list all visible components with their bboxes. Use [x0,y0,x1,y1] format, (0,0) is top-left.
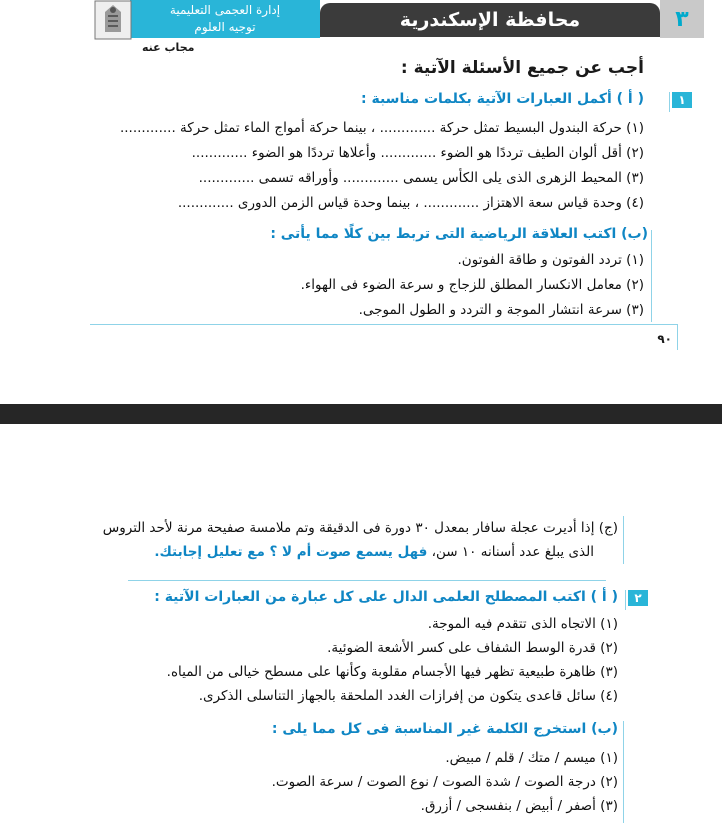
q2a-item-4: (٤) سائل قاعدى يتكون من إفرازات الغدد الملحقة بالجهاز التناسلى الذكرى. [198,688,618,704]
main-title: أجب عن جميع الأسئلة الآتية : [400,58,644,78]
q1a-item-2: (٢) أقل ألوان الطيف ترددًا هو الضوء ............. وأعلاها ترددًا هو الضوء ............. [191,145,644,161]
part-b-side-bar [651,230,652,322]
page-separator [0,404,722,424]
exam-page-bottom [0,424,722,823]
section-divider [128,580,606,581]
badge-divider [669,92,670,112]
q2b-item-2: (٢) درجة الصوت / شدة الصوت / نوع الصوت / سرعة الصوت. [271,774,618,790]
q2-part-b-title: (ب) استخرج الكلمة غير المناسبة فى كل مما يلى : [271,721,618,737]
page-number-bar [677,324,678,350]
page-footer-rule [90,324,678,325]
q2-part-a-title: ( أ ) اكتب المصطلح العلمى الدال على كل عبارة من العبارات الآتية : [154,589,618,605]
page-header [0,0,722,54]
q1c-line-1: (ج) إذا أديرت عجلة سافار بمعدل ٣٠ دورة فى الدقيقة وتم ملامسة صفيحة مرنة لأحد التروس [102,520,618,536]
q1c-line-2-plain: الذى يبلغ عدد أسنانه ١٠ سن، [427,544,594,560]
q1a-item-3: (٣) المحيط الزهرى الذى يلى الكأس يسمى ............. وأوراقه تسمى ............. [198,170,644,186]
q2b-item-3: (٣) أصفر / أبيض / بنفسجى / أزرق. [420,798,618,814]
q1a-item-4: (٤) وحدة قياس سعة الاهتزاز ............. ، بينما وحدة قياس الزمن الدورى ............. [177,195,644,211]
q1-part-a-title: ( أ ) أكمل العبارات الآتية بكلمات مناسبة : [361,91,644,107]
q1b-item-1: (١) تردد الفوتون و طاقة الفوتون. [457,252,644,268]
q1b-item-3: (٣) سرعة انتشار الموجة و التردد و الطول الموجى. [358,302,644,318]
q2a-item-1: (١) الاتجاه الذى تتقدم فيه الموجة. [427,616,618,632]
q2a-item-3: (٣) ظاهرة طبيعية تظهر فيها الأجسام مقلوبة وكأنها على مسطح خيالى من المياه. [166,664,618,680]
answered-label: مجاب عنه [142,41,195,54]
q1b-item-2: (٢) معامل الانكسار المطلق للزجاج و سرعة الضوء فى الهواء. [300,277,644,293]
part-c-side-bar [623,516,624,564]
question-badge-1: ١ [672,92,692,108]
q1c-line-2-bold: فهل يسمع صوت أم لا ؟ مع تعليل إجابتك. [154,544,428,560]
admin-label [130,0,320,38]
question-set-number: ٣ [660,0,704,38]
q1c-line-2 [154,544,594,560]
governorate-title: محافظة الإسكندرية [320,3,660,37]
q1-part-b-title: (ب) اكتب العلاقة الرياضية التى تربط بين كلًا مما يأتى : [270,226,648,242]
q1a-item-1: (١) حركة البندول البسيط تمثل حركة ............. ، بينما حركة أمواج الماء تمثل حركة ............. [119,120,644,136]
question-badge-2: ٢ [628,590,648,606]
admin-line-1: إدارة العجمى التعليمية [169,3,281,17]
q2b-item-1: (١) ميسم / متك / قلم / مبيض. [445,750,618,766]
emblem-icon [94,0,132,40]
admin-line-2: توجيه العلوم [194,20,256,34]
q2a-item-2: (٢) قدرة الوسط الشفاف على كسر الأشعة الضوئية. [327,640,618,656]
page-number: ٩٠ [657,332,672,346]
q2-part-b-side-bar [623,721,624,823]
badge-divider-2 [625,590,626,610]
exam-page-top [0,0,722,404]
